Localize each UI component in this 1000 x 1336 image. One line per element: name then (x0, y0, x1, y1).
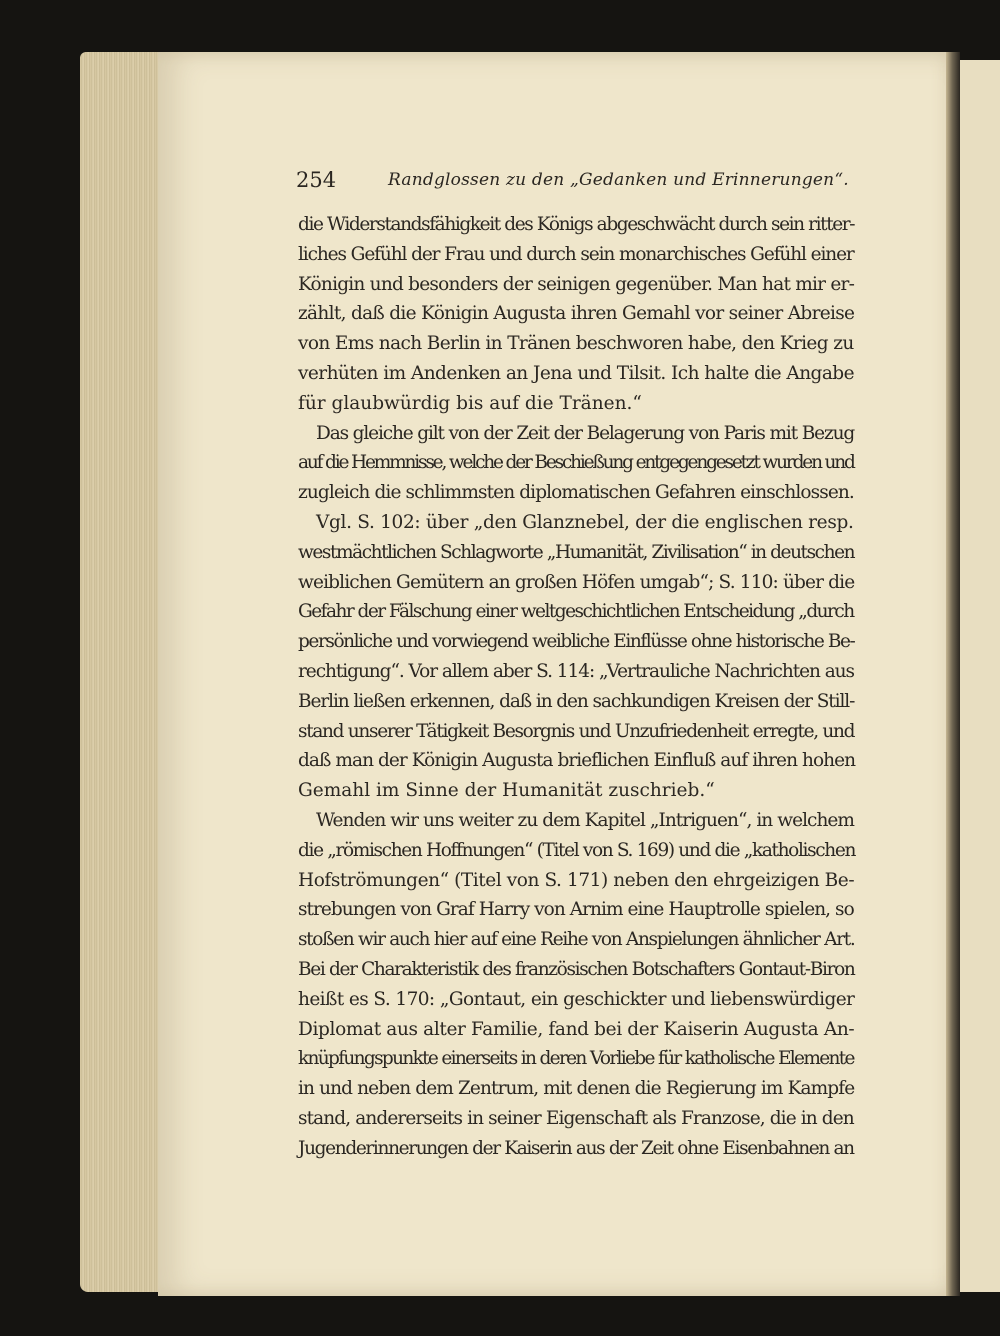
text-line: verhüten im Andenken an Jena und Tilsit. Ich halte die Angabe (298, 362, 854, 384)
text-line: Königin und besonders der seinigen gegenüber. Man hat mir er- (298, 273, 855, 295)
text-line: Gemahl im Sinne der Humanität zuschrieb.“ (298, 780, 715, 802)
running-head: Randglossen zu den „Gedanken und Erinnerungen“. (388, 170, 849, 190)
page-header (296, 168, 856, 200)
text-line: westmächtlichen Schlagworte „Humanität, Zivilisation“ in deutschen (298, 541, 855, 563)
text-line: rechtigung“. Vor allem aber S. 114: „Vertrauliche Nachrichten aus (298, 660, 854, 682)
text-line: auf die Hemmnisse, welche der Beschießung entgegengesetzt wurden und (298, 452, 854, 474)
text-line: stoßen wir auch hier auf eine Reihe von Anspielungen ähnlicher Art. (298, 929, 855, 951)
text-line: die „römischen Hoffnungen“ (Titel von S. 169) und die „katholischen (298, 839, 856, 861)
text-line: die Widerstandsfähigkeit des Königs abgeschwächt durch sein ritter- (298, 214, 855, 235)
text-line: stand, andererseits in seiner Eigenschaft als Franzose, die in den (298, 1107, 854, 1129)
text-line: für glaubwürdig bis auf die Tränen.“ (298, 392, 642, 414)
text-line: Vgl. S. 102: über „den Glanznebel, der die englischen resp. (316, 511, 854, 533)
book-gutter (946, 52, 960, 1296)
text-line: daß man der Königin Augusta brieflichen Einfluß auf ihren hohen (298, 750, 856, 772)
text-line: heißt es S. 170: „Gontaut, ein geschickter und liebenswürdiger (298, 988, 855, 1010)
text-line: Diplomat aus alter Familie, fand bei der Kaiserin Augusta An- (298, 1018, 855, 1040)
book-page-edges (80, 52, 170, 1292)
text-line: zugleich die schlimmsten diplomatischen Gefahren einschlossen. (298, 482, 854, 504)
text-line: strebungen von Graf Harry von Arnim eine Hauptrolle spielen, so (298, 899, 854, 921)
page-number: 254 (296, 168, 337, 192)
body-text (298, 210, 856, 1159)
text-line: Das gleiche gilt von der Zeit der Belagerung von Paris mit Bezug (316, 422, 855, 444)
text-line: stand unserer Tätigkeit Besorgnis und Unzufriedenheit erregte, und (298, 720, 855, 742)
text-line: Jugenderinnerungen der Kaiserin aus der Zeit ohne Eisenbahnen an (298, 1137, 854, 1159)
text-line: persönliche und vorwiegend weibliche Einflüsse ohne historische Be- (298, 631, 855, 653)
text-line: Gefahr der Fälschung einer weltgeschichtlichen Entscheidung „durch (298, 601, 854, 623)
text-line: von Ems nach Berlin in Tränen beschworen habe, den Krieg zu (298, 333, 854, 355)
text-line: in und neben dem Zentrum, mit denen die Regierung im Kampfe (298, 1078, 855, 1100)
text-line: liches Gefühl der Frau und durch sein monarchisches Gefühl einer (298, 243, 854, 265)
text-line: weiblichen Gemütern an großen Höfen umgab“; S. 110: über die (298, 571, 855, 593)
text-line: zählt, daß die Königin Augusta ihren Gemahl vor seiner Abreise (298, 303, 855, 325)
text-line: Bei der Charakteristik des französischen Botschafters Gontaut-Biron (298, 958, 855, 980)
text-line: Hofströmungen“ (Titel von S. 171) neben den ehrgeizigen Be- (298, 869, 855, 891)
text-line: knüpfungspunkte einerseits in deren Vorliebe für katholische Elemente (298, 1048, 854, 1070)
text-line: Wenden wir uns weiter zu dem Kapitel „Intriguen“, in welchem (316, 809, 855, 831)
facing-page-edge (960, 60, 1000, 1292)
text-line: Berlin ließen erkennen, daß in den sachkundigen Kreisen der Still- (298, 690, 855, 712)
